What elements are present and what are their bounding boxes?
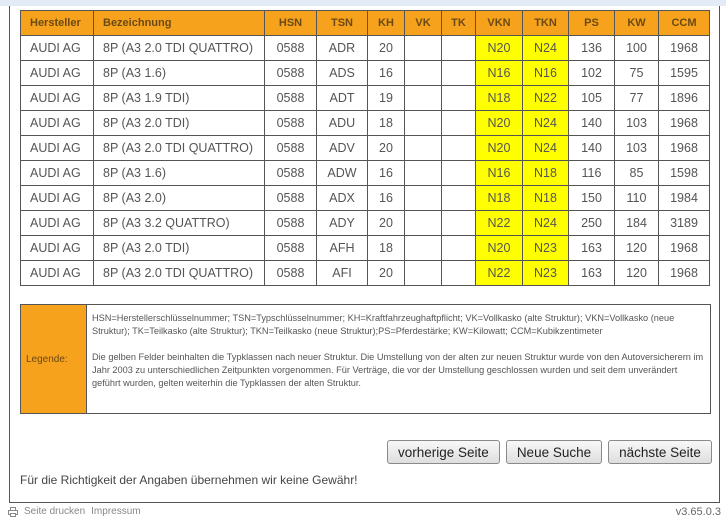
cell-hsn: 0588 <box>265 211 317 236</box>
cell-kw: 184 <box>615 211 659 236</box>
cell-ccm: 1968 <box>659 261 710 286</box>
cell-kw: 75 <box>615 61 659 86</box>
cell-hsn: 0588 <box>265 61 317 86</box>
cell-tsn: ADX <box>317 186 368 211</box>
cell-ccm: 1968 <box>659 236 710 261</box>
cell-hersteller: AUDI AG <box>21 136 94 161</box>
cell-hsn: 0588 <box>265 111 317 136</box>
col-tsn: TSN <box>317 11 368 36</box>
cell-ps: 163 <box>569 236 615 261</box>
cell-vkn: N18 <box>476 86 523 111</box>
cell-tk <box>442 236 476 261</box>
table-row <box>21 236 710 261</box>
cell-ps: 140 <box>569 111 615 136</box>
cell-kw: 100 <box>615 36 659 61</box>
cell-vkn: N18 <box>476 186 523 211</box>
cell-kh: 19 <box>368 86 405 111</box>
cell-tsn: ADW <box>317 161 368 186</box>
cell-hersteller: AUDI AG <box>21 211 94 236</box>
table-row <box>21 61 710 86</box>
cell-tk <box>442 186 476 211</box>
cell-tk <box>442 261 476 286</box>
cell-tk <box>442 211 476 236</box>
cell-ccm: 1598 <box>659 161 710 186</box>
cell-ccm: 1984 <box>659 186 710 211</box>
cell-bezeichnung: 8P (A3 3.2 QUATTRO) <box>94 211 265 236</box>
cell-hersteller: AUDI AG <box>21 261 94 286</box>
cell-tkn: N22 <box>523 86 569 111</box>
cell-hsn: 0588 <box>265 136 317 161</box>
cell-vk <box>405 36 442 61</box>
cell-tsn: AFH <box>317 236 368 261</box>
cell-kw: 77 <box>615 86 659 111</box>
table-row <box>21 111 710 136</box>
cell-tk <box>442 161 476 186</box>
cell-tkn: N24 <box>523 211 569 236</box>
cell-bezeichnung: 8P (A3 1.9 TDI) <box>94 86 265 111</box>
col-tkn: TKN <box>523 11 569 36</box>
cell-tkn: N24 <box>523 36 569 61</box>
cell-kh: 20 <box>368 261 405 286</box>
table-header-row <box>21 11 710 36</box>
cell-ccm: 1896 <box>659 86 710 111</box>
cell-vk <box>405 111 442 136</box>
col-hsn: HSN <box>265 11 317 36</box>
vehicle-type-class-table <box>20 10 710 286</box>
cell-ps: 102 <box>569 61 615 86</box>
cell-bezeichnung: 8P (A3 2.0 TDI QUATTRO) <box>94 36 265 61</box>
cell-hersteller: AUDI AG <box>21 236 94 261</box>
cell-tk <box>442 61 476 86</box>
cell-kh: 16 <box>368 61 405 86</box>
cell-vkn: N16 <box>476 61 523 86</box>
cell-kw: 103 <box>615 136 659 161</box>
cell-vk <box>405 136 442 161</box>
cell-kh: 20 <box>368 136 405 161</box>
cell-tsn: ADS <box>317 61 368 86</box>
cell-vkn: N20 <box>476 111 523 136</box>
cell-tsn: ADV <box>317 136 368 161</box>
cell-hersteller: AUDI AG <box>21 111 94 136</box>
cell-bezeichnung: 8P (A3 2.0 TDI) <box>94 236 265 261</box>
print-page-link[interactable]: Seite drucken <box>24 506 86 517</box>
table-row <box>21 211 710 236</box>
cell-kh: 16 <box>368 186 405 211</box>
printer-icon[interactable] <box>8 507 18 517</box>
cell-vkn: N20 <box>476 236 523 261</box>
cell-ps: 136 <box>569 36 615 61</box>
cell-ccm: 1968 <box>659 111 710 136</box>
cell-hsn: 0588 <box>265 86 317 111</box>
legend-text <box>87 305 710 413</box>
cell-kh: 20 <box>368 36 405 61</box>
table-row <box>21 186 710 211</box>
cell-hersteller: AUDI AG <box>21 86 94 111</box>
col-vkn: VKN <box>476 11 523 36</box>
cell-tkn: N16 <box>523 61 569 86</box>
table-row <box>21 161 710 186</box>
cell-vkn: N16 <box>476 161 523 186</box>
cell-bezeichnung: 8P (A3 2.0) <box>94 186 265 211</box>
cell-hsn: 0588 <box>265 236 317 261</box>
cell-ccm: 1595 <box>659 61 710 86</box>
cell-tk <box>442 86 476 111</box>
footer-links <box>8 506 141 517</box>
cell-hersteller: AUDI AG <box>21 186 94 211</box>
legend-abbreviations: HSN=Herstellerschlüsselnummer; TSN=Typschlüsselnummer; KH=Kraftfahrzeughaftpflicht; VK=Vollkasko (alte Struktur); VKN=Vollkasko (neue Struktur); TK=Teilkasko (alte Struktur); TKN=Teilkasko (neue Struktur);PS=Pferdestärke; KW=Kilowatt; CCM=Kubikzentimeter <box>92 313 675 336</box>
col-kh: KH <box>368 11 405 36</box>
cell-vkn: N22 <box>476 261 523 286</box>
cell-hersteller: AUDI AG <box>21 36 94 61</box>
cell-tsn: ADR <box>317 36 368 61</box>
cell-tk <box>442 136 476 161</box>
cell-ps: 140 <box>569 136 615 161</box>
cell-vkn: N20 <box>476 36 523 61</box>
cell-ps: 116 <box>569 161 615 186</box>
cell-kh: 18 <box>368 236 405 261</box>
cell-kw: 120 <box>615 261 659 286</box>
cell-hersteller: AUDI AG <box>21 61 94 86</box>
cell-vk <box>405 86 442 111</box>
cell-vkn: N20 <box>476 136 523 161</box>
cell-vk <box>405 211 442 236</box>
legend-label: Legende: <box>21 305 87 413</box>
cell-tk <box>442 111 476 136</box>
version-label: v3.65.0.3 <box>675 506 721 518</box>
cell-tkn: N18 <box>523 161 569 186</box>
cell-kh: 18 <box>368 111 405 136</box>
cell-ps: 250 <box>569 211 615 236</box>
col-tk: TK <box>442 11 476 36</box>
col-vk: VK <box>405 11 442 36</box>
new-search-button[interactable]: Neue Suche <box>506 440 602 464</box>
cell-hsn: 0588 <box>265 261 317 286</box>
col-ps: PS <box>569 11 615 36</box>
imprint-link[interactable]: Impressum <box>91 506 141 517</box>
cell-tkn: N23 <box>523 236 569 261</box>
next-page-button[interactable]: nächste Seite <box>608 440 712 464</box>
col-bezeichnung: Bezeichnung <box>94 11 265 36</box>
table-row <box>21 136 710 161</box>
cell-tkn: N23 <box>523 261 569 286</box>
cell-tk <box>442 36 476 61</box>
cell-tsn: ADT <box>317 86 368 111</box>
cell-hersteller: AUDI AG <box>21 161 94 186</box>
cell-vk <box>405 186 442 211</box>
previous-page-button[interactable]: vorherige Seite <box>387 440 500 464</box>
table-row <box>21 261 710 286</box>
cell-bezeichnung: 8P (A3 2.0 TDI QUATTRO) <box>94 261 265 286</box>
cell-vk <box>405 236 442 261</box>
cell-tsn: ADY <box>317 211 368 236</box>
disclaimer: Für die Richtigkeit der Angaben übernehmen wir keine Gewähr! <box>20 473 358 487</box>
cell-bezeichnung: 8P (A3 1.6) <box>94 161 265 186</box>
cell-hsn: 0588 <box>265 36 317 61</box>
cell-hsn: 0588 <box>265 161 317 186</box>
cell-kh: 16 <box>368 161 405 186</box>
cell-bezeichnung: 8P (A3 2.0 TDI) <box>94 111 265 136</box>
cell-kw: 110 <box>615 186 659 211</box>
cell-hsn: 0588 <box>265 186 317 211</box>
legend-note: Die gelben Felder beinhalten die Typklassen nach neuer Struktur. Die Umstellung von der alten zur neuen Struktur wurde von den Autoversicherern im Jahr 2003 zu unterschiedlichen Zeitpunkten vorgenommen. Für Verträge, die vor der Umstellung geschlossen wurden und seit dem unverändert geführt wurden, gelten weiterhin die Typklassen der alten Struktur. <box>92 352 704 388</box>
cell-bezeichnung: 8P (A3 2.0 TDI QUATTRO) <box>94 136 265 161</box>
cell-tsn: AFI <box>317 261 368 286</box>
cell-tkn: N24 <box>523 136 569 161</box>
cell-kw: 85 <box>615 161 659 186</box>
cell-tkn: N18 <box>523 186 569 211</box>
legend-box <box>20 304 711 414</box>
cell-ccm: 1968 <box>659 36 710 61</box>
col-ccm: CCM <box>659 11 710 36</box>
cell-tkn: N24 <box>523 111 569 136</box>
cell-tsn: ADU <box>317 111 368 136</box>
col-hersteller: Hersteller <box>21 11 94 36</box>
cell-bezeichnung: 8P (A3 1.6) <box>94 61 265 86</box>
cell-ps: 163 <box>569 261 615 286</box>
cell-vkn: N22 <box>476 211 523 236</box>
cell-ccm: 3189 <box>659 211 710 236</box>
cell-ps: 150 <box>569 186 615 211</box>
table-row <box>21 86 710 111</box>
cell-kw: 103 <box>615 111 659 136</box>
cell-vk <box>405 261 442 286</box>
cell-kw: 120 <box>615 236 659 261</box>
cell-kh: 20 <box>368 211 405 236</box>
cell-ccm: 1968 <box>659 136 710 161</box>
table-row <box>21 36 710 61</box>
pagination-buttons <box>387 440 712 464</box>
cell-vk <box>405 61 442 86</box>
cell-vk <box>405 161 442 186</box>
col-kw: KW <box>615 11 659 36</box>
cell-ps: 105 <box>569 86 615 111</box>
